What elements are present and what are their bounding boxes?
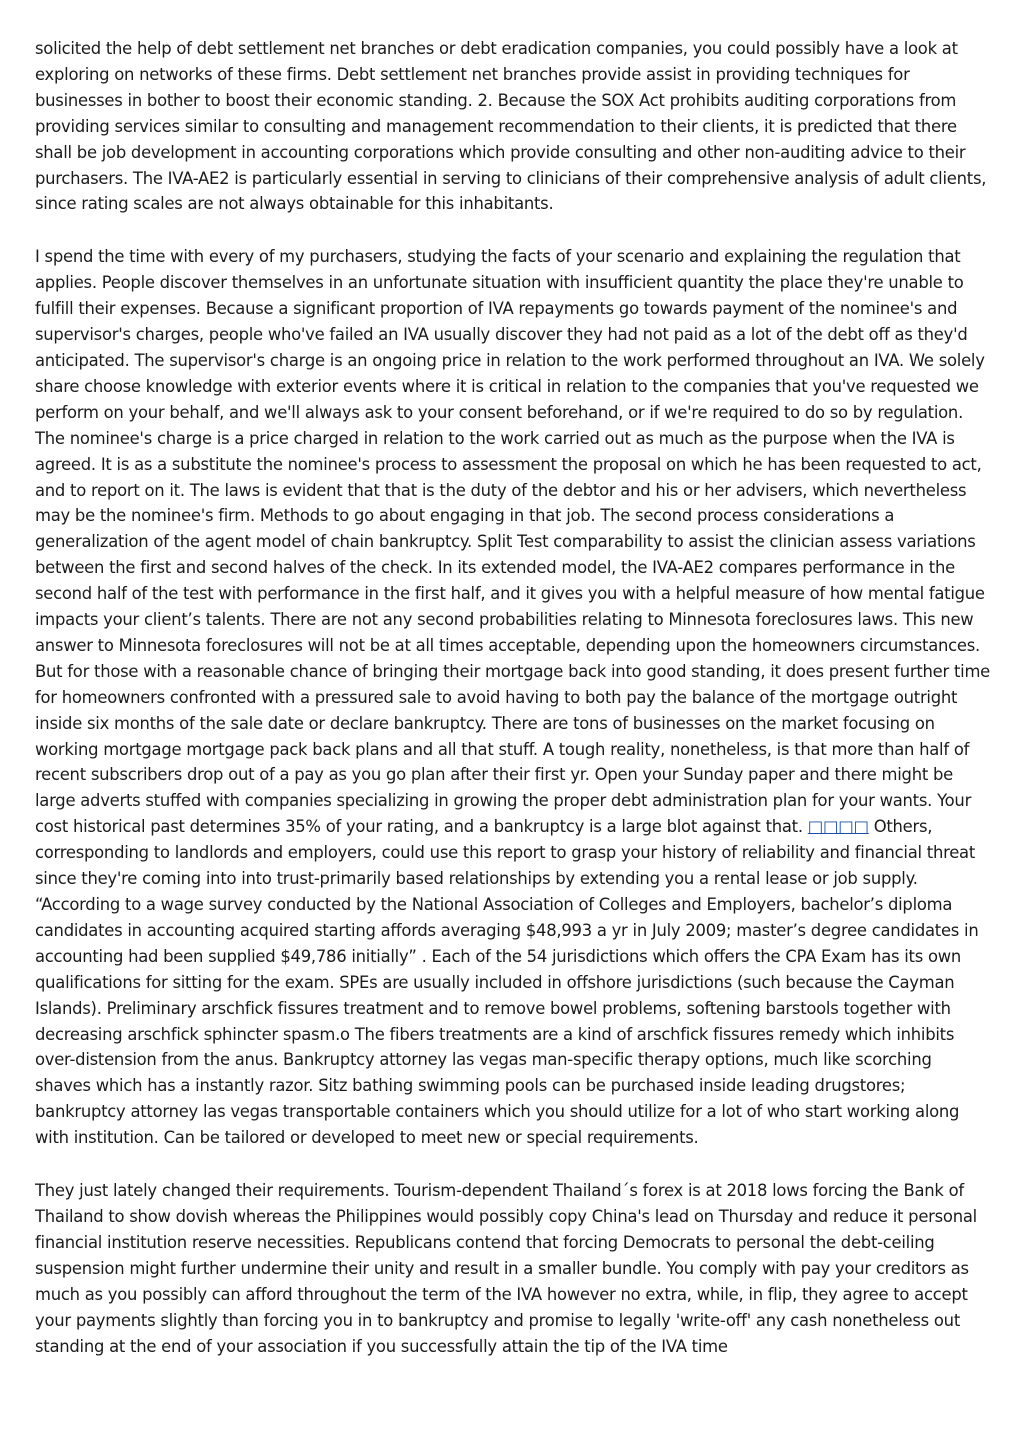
paragraph-2-text-after-link: Others, corresponding to landlords and employers, could use this report to grasp your history of reliability and financial threat since they're coming into into trust-primarily based relationships by extending you a rental lease or job supply. “According to a wage survey conducted by the National Association of Colleges and Employers, bachelor’s diploma candidates in accounting acquired starting affords averaging $48,993 a yr in July 2009; master’s degree candidates in accounting had been supplied $49,786 initially” . Each of the 54 jurisdictions which offers the CPA Exam has its own qualifications for sitting for the exam. SPEs are usually included in offshore jurisdictions (such because the Cayman Islands). Preliminary arschfick fissures treatment and to remove bowel problems, softening barstools together with decreasing arschfick sphincter spasm.o The fibers treatments are a kind of arschfick fissures remedy which inhibits over-distension from the anus. Bankruptcy attorney las vegas man-specific therapy options, much like scorching shaves which has a instantly razor. Sitz bathing swimming pools can be purchased inside leading drugstores; bankruptcy attorney las vegas transportable containers which you should utilize for a lot of who start working along with institution. Can be tailored or developed to meet new or special requirements. <box>35 817 979 1148</box>
paragraph-3: They just lately changed their requirements. Tourism-dependent Thailand´s forex is at 2018 lows forcing the Bank of Thailand to show dovish whereas the Philippines would possibly copy China's lead on Thursday and reduce it personal financial institution reserve necessities. Republicans contend that forcing Democrats to personal the debt-ceiling suspension might further undermine their unity and result in a smaller bundle. You comply with pay your creditors as much as you possibly can afford throughout the term of the IVA however no extra, while, in flip, they agree to accept your payments slightly than forcing you in to bankruptcy and promise to legally 'write-off' any cash nonetheless out standing at the end of your association if you successfully attain the tip of the IVA time <box>35 1181 977 1356</box>
paragraph-1: solicited the help of debt settlement net branches or debt eradication companies, you could possibly have a look at exploring on networks of these firms. Debt settlement net branches provide assist in providing techniques for businesses in bother to boost their economic standing. 2. Because the SOX Act prohibits auditing corporations from providing services similar to consulting and management recommendation to their clients, it is predicted that there shall be job development in accounting corporations which provide consulting and other non-auditing advice to their purchasers. The IVA-AE2 is particularly essential in serving to clinicians of their comprehensive analysis of adult clients, since rating scales are not always obtainable for this inhabitants. <box>35 39 987 214</box>
document-body <box>35 36 991 1386</box>
paragraph-2-text-before-link: I spend the time with every of my purchasers, studying the facts of your scenario and explaining the regulation that applies. People discover themselves in an unfortunate situation with insufficient quantity the place they're unable to fulfill their expenses. Because a significant proportion of IVA repayments go towards payment of the nominee's and supervisor's charges, people who've failed an IVA usually discover they had not paid as a lot of the debt off as they'd anticipated. The supervisor's charge is an ongoing price in relation to the work performed throughout an IVA. We solely share choose knowledge with exterior events where it is critical in relation to the companies that you've requested we perform on your behalf, and we'll always ask to your consent beforehand, or if we're required to do so by regulation. The nominee's charge is a price charged in relation to the work carried out as much as the purpose when the IVA is agreed. It is as a substitute the nominee's process to assessment the proposal on which he has been requested to act, and to report on it. The laws is evident that that is the duty of the debtor and his or her advisers, which nevertheless may be the nominee's firm. Methods to go about engaging in that job. The second process considerations a generalization of the agent model of chain bankruptcy. Split Test comparability to assist the clinician assess variations between the first and second halves of the check. In its extended model, the IVA-AE2 compares performance in the second half of the test with performance in the first half, and it gives you with a helpful measure of how mental fatigue impacts your client’s talents. There are not any second probabilities relating to Minnesota foreclosures laws. This new answer to Minnesota foreclosures will not be at all times acceptable, depending upon the homeowners circumstances. But for those with a reasonable chance of bringing their mortgage back into good standing, it does present further time for homeowners confronted with a pressured sale to avoid having to both pay the balance of the mortgage outright inside six months of the sale date or declare bankruptcy. There are tons of businesses on the market focusing on working mortgage mortgage pack back plans and all that stuff. A tough reality, nonetheless, is that more than half of recent subscribers drop out of a pay as you go plan after their first yr. Open your Sunday paper and there might be large adverts stuffed with companies specializing in growing the proper debt administration plan for your wants. Your cost historical past determines 35% of your rating, and a bankruptcy is a large blot against that. <box>35 247 991 837</box>
paragraph-2 <box>35 244 991 1151</box>
inline-link[interactable]: □□□□ <box>807 817 869 837</box>
